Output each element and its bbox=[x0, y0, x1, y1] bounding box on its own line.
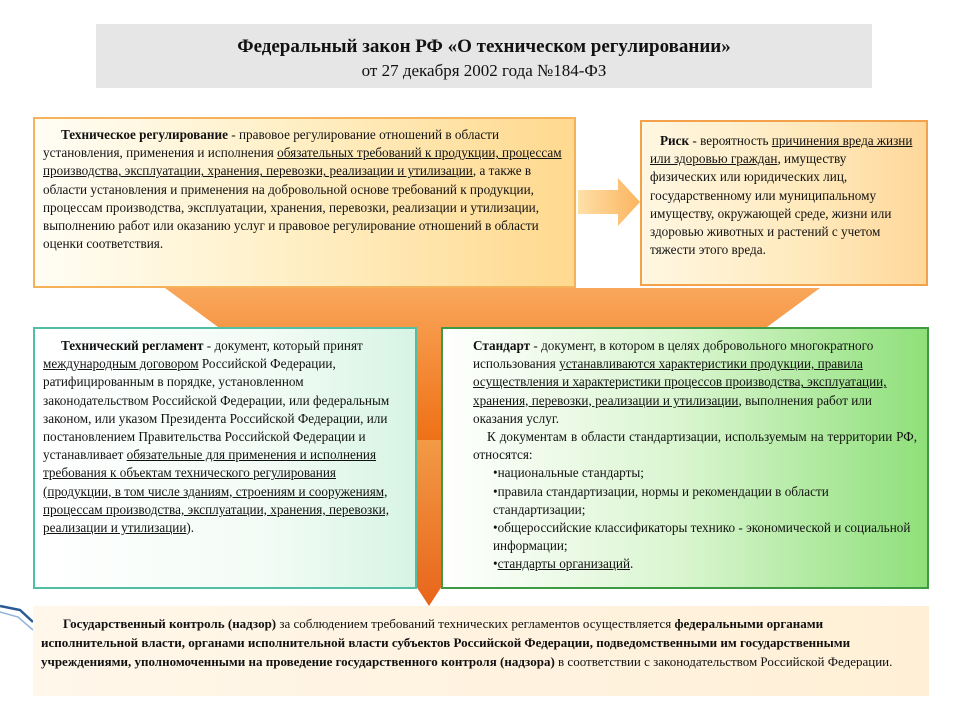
standard-bullet: •общероссийские классификаторы технико - экономической и социальной информации; bbox=[493, 520, 911, 554]
tech-regulation-box bbox=[33, 117, 576, 288]
risk-term: Риск bbox=[660, 133, 690, 148]
standard-text-2: , выполнения работ или оказания услуг. bbox=[473, 392, 872, 426]
standard-term: Стандарт bbox=[473, 338, 531, 353]
risk-box bbox=[640, 120, 928, 286]
standard-intro: К документам в области стандартизации, используемым на территории РФ, относятся: bbox=[473, 429, 917, 463]
standard-box bbox=[441, 327, 929, 589]
tech-reglament-term: Технический регламент bbox=[61, 338, 204, 353]
standard-text-1: - документ, в котором в целях добровольного многократного использования bbox=[473, 338, 874, 372]
tech-reglament-text-1: - документ, который принят bbox=[203, 338, 363, 353]
standard-bullet: •правила стандартизации, нормы и рекомендации в области стандартизации; bbox=[493, 483, 829, 517]
state-control-text-2: в соответствии с законодательством Российской Федерации. bbox=[554, 654, 893, 669]
tech-regulation-underlined: обязательных требований к продукции, процессам производства, эксплуатации, хранения, перевозки, реализации и утилизации bbox=[43, 145, 562, 179]
tech-reglament-underlined-2: обязательные для применения и исполнения требования к объектам технического регулирования (продукции, в том числе зданиям, строениям и сооружениям, процессам производства, эксплуатации, хранения, перевозки, реализации и утилизации bbox=[43, 447, 390, 536]
page-title: Федеральный закон РФ «О техническом регулировании» bbox=[237, 36, 731, 57]
state-control-box bbox=[33, 606, 929, 696]
tech-regulation-term: Техническое регулирование bbox=[61, 127, 228, 142]
tech-regulation-text-2: , а также в области установления и применения на добровольной основе требований к продукции, процессам производства, эксплуатации, хранения, перевозки, реализации и утилизации, выполнению работ или оказанию услуг и правовое регулирование отношений в области оценки соответствия. bbox=[43, 163, 540, 252]
state-control-term: Государственный контроль (надзор) bbox=[63, 616, 277, 631]
standard-bullet: •стандарты организаций. bbox=[493, 556, 634, 572]
tech-reglament-underlined-1: международным договором bbox=[43, 356, 199, 372]
state-control-text-1: за соблюдением требований технических регламентов осуществляется bbox=[276, 616, 675, 631]
risk-text-2: , имуществу физических или юридических лиц, государственному или муниципальному имуществу, окружающей среде, жизни или здоровью животных и растений с учетом тяжести этого вреда. bbox=[650, 151, 892, 258]
right-arrow-icon bbox=[578, 178, 640, 226]
standard-definition bbox=[473, 337, 917, 428]
risk-underlined: причинения вреда жизни или здоровью граждан bbox=[650, 133, 913, 167]
page-subtitle: от 27 декабря 2002 года №184-ФЗ bbox=[361, 61, 607, 80]
title-banner bbox=[96, 24, 872, 88]
risk-text-1: - вероятность bbox=[689, 133, 772, 148]
standard-underlined: устанавливаются характеристики продукции, правила осуществления и характеристики процессов производства, эксплуатации, хранения, перевозки, реализации и утилизации bbox=[473, 356, 887, 408]
tech-reglament-text-3: ). bbox=[186, 520, 195, 536]
tech-reglament-text-2: Российской Федерации, ратифицированным в порядке, установленном законодательством Российской Федерации, или федеральным законом, или указом Президента Российской Федерации, или постановлением Правительства Российской Федерации и устанавливает bbox=[43, 356, 390, 463]
tech-reglament-box bbox=[33, 327, 417, 589]
tech-regulation-text-1: - правовое регулирование отношений в области установления, применения и исполнения bbox=[43, 127, 499, 161]
standard-bullet: •национальные стандарты; bbox=[493, 465, 644, 481]
state-control-bodies: федеральными органами исполнительной власти, органами исполнительной власти субъектов Российской Федерации, подведомственными им государственными учреждениями, уполномоченными на проведение государственного контроля (надзора) bbox=[41, 616, 851, 669]
